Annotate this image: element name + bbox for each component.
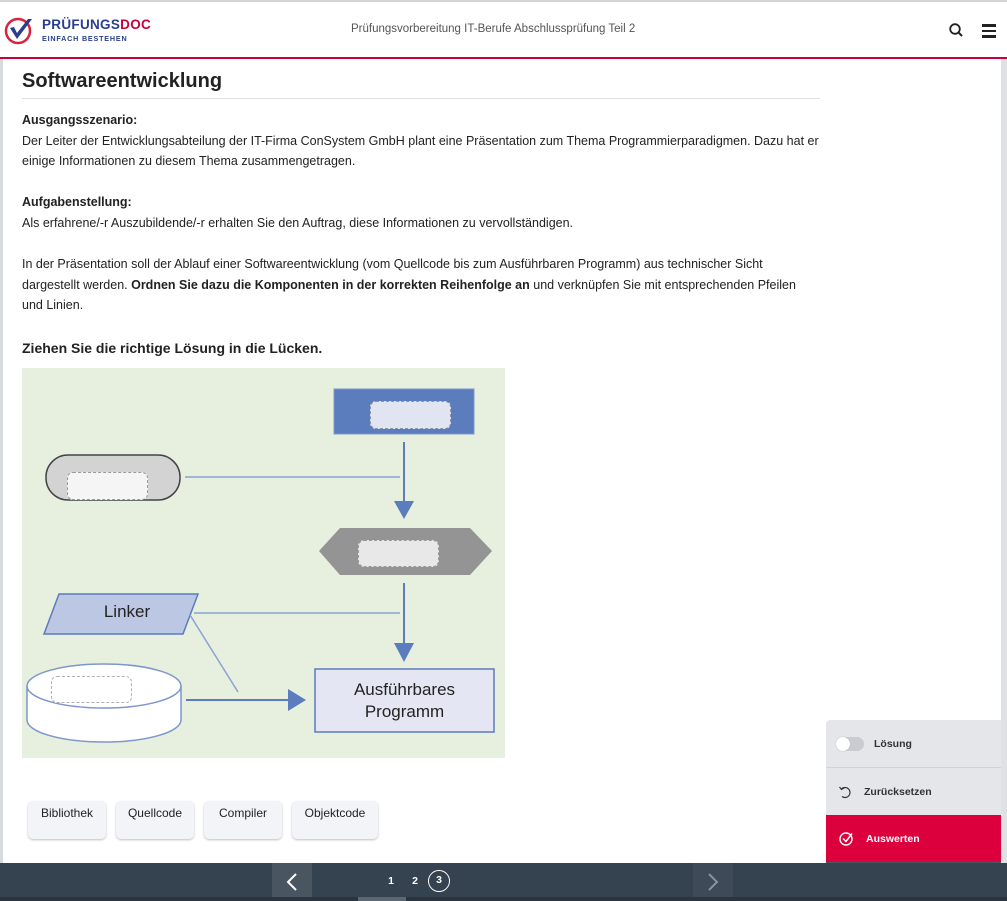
page-progress-indicator xyxy=(358,897,406,901)
logo-wordmark: PRÜFUNGSDOC xyxy=(42,17,152,33)
presentation-text: In der Präsentation soll der Ablauf einer Softwareentwicklung (vom Quellcode bis zum Ausführbaren Programm) aus technischer Sicht dargestellt werden. Ordnen Sie dazu die Komponenten in der korrekten Reihenfolge an und verknüpfen Sie mit entsprechenden Pfeilen und Linien. xyxy=(22,257,796,312)
chip-bibliothek[interactable]: Bibliothek xyxy=(28,801,106,839)
page-3-current[interactable]: 3 xyxy=(428,870,450,892)
dropzone-left-pill[interactable] xyxy=(67,472,148,500)
page-2[interactable]: 2 xyxy=(412,875,418,887)
scenario-section xyxy=(22,110,820,172)
checkmark-circle-icon xyxy=(4,14,36,46)
next-page-button[interactable] xyxy=(693,863,733,899)
header-title: Prüfungsvorbereitung IT-Berufe Abschlussprüfung Teil 2 xyxy=(351,23,636,35)
menu-button[interactable] xyxy=(982,24,996,38)
task-heading: Aufgabenstellung: xyxy=(22,195,132,209)
footer-bottom-strip xyxy=(0,897,1007,901)
chevron-left-icon xyxy=(272,863,312,899)
page-numbers xyxy=(380,870,452,892)
evaluate-button[interactable]: Auswerten xyxy=(826,815,1001,862)
arrow-head xyxy=(288,689,306,711)
arrow-head xyxy=(394,643,414,662)
connector-line xyxy=(190,615,238,692)
emphasis-text: Ordnen Sie dazu die Komponenten in der korrekten Reihenfolge an xyxy=(131,277,530,292)
reset-button[interactable]: Zurücksetzen xyxy=(826,768,1001,815)
solution-label: Lösung xyxy=(874,737,912,750)
dropzone-cylinder[interactable] xyxy=(51,676,132,703)
logo-tagline: EINFACH BESTEHEN xyxy=(42,33,128,43)
dropzone-hexagon[interactable] xyxy=(358,540,439,567)
flow-diagram xyxy=(22,368,505,758)
solution-toggle-row[interactable] xyxy=(826,720,1001,768)
scenario-heading: Ausgangsszenario: xyxy=(22,113,138,127)
check-circle-icon xyxy=(839,831,854,846)
undo-icon xyxy=(838,785,852,799)
search-button[interactable] xyxy=(948,22,966,40)
arrow-head xyxy=(394,501,414,519)
logo[interactable] xyxy=(4,14,151,46)
chip-quellcode[interactable]: Quellcode xyxy=(116,801,194,839)
chip-objektcode[interactable]: Objektcode xyxy=(292,801,378,839)
scrollbar[interactable] xyxy=(1001,59,1007,863)
left-gutter xyxy=(0,59,3,863)
instruction-heading: Ziehen Sie die richtige Lösung in die Lücken. xyxy=(22,340,323,356)
search-icon xyxy=(948,22,966,40)
scenario-text: Der Leiter der Entwicklungsabteilung der IT-Firma ConSystem GmbH plant eine Präsentation zum Thema Programmierparadigmen. Dazu hat er einige Informationen zu diesem Thema zusammengetragen. xyxy=(22,133,819,168)
previous-page-button[interactable] xyxy=(272,863,312,899)
executable-program-label: Ausführbares Programm xyxy=(353,680,456,721)
pagination-bar xyxy=(0,863,1007,901)
answer-chips xyxy=(28,801,378,839)
dropzone-top-rect[interactable] xyxy=(370,401,451,429)
page-1[interactable]: 1 xyxy=(388,875,394,887)
task-section xyxy=(22,192,573,233)
app-header xyxy=(0,0,1007,59)
chip-compiler[interactable]: Compiler xyxy=(204,801,282,839)
page-title: Softwareentwicklung xyxy=(22,66,820,99)
main-content xyxy=(22,66,820,356)
hamburger-menu-icon xyxy=(982,24,996,38)
solution-toggle[interactable] xyxy=(836,737,864,751)
linker-label: Linker xyxy=(103,602,151,621)
task-text: Als erfahrene/-r Auszubildende/-r erhalten Sie den Auftrag, diese Informationen zu vervollständigen. xyxy=(22,215,574,230)
chevron-right-icon xyxy=(693,863,733,899)
